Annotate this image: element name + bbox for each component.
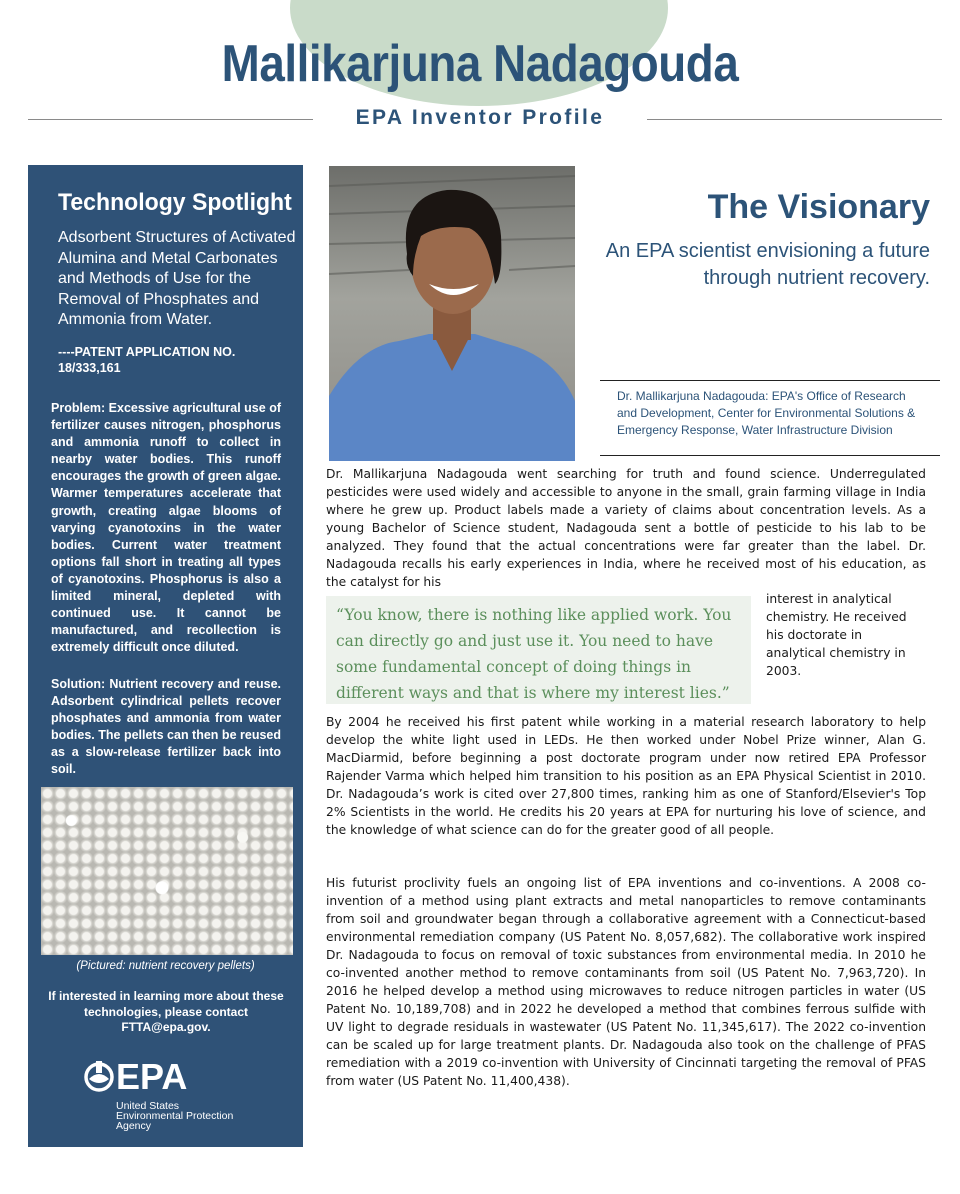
technology-sidebar <box>28 165 303 1147</box>
article-paragraph-3: His futurist proclivity fuels an ongoing list of EPA inventions and co-inventions. A 2008 co-invention of a method using plant extracts and metal nanoparticles to remove contaminants from soil and groundwater began through a collaborative agreement with a Connecticut-based environmental remediation company (US Patent No. 8,057,682). The collaborative work inspired Dr. Nadagouda to focus on removal of toxic substances from environmental media. In 2010 he co-invented another method to remove contaminants from soil (US Patent No. 7,963,720). In 2016 he helped develop a method using microwaves to reduce nitrogen particles in water (US Patent No. 10,189,708) and in 2022 he developed a method that combines ferrous sulfide with UV light to degrade residuals in wastewater (US Patent No. 11,345,617). The 2022 co-invention can be scaled up for large treatment plants. Dr. Nadagouda also took on the challenge of PFAS remediation with a 2019 co-invention with University of Cincinnati targeting the removal of PFAS from water (US Patent No. 11,400,438). <box>326 876 926 1088</box>
feature-subtitle: An EPA scientist envisioning a future through nutrient recovery. <box>605 240 930 289</box>
feature-title: The Visionary <box>707 188 930 226</box>
pull-quote <box>326 596 751 704</box>
article-paragraph-2: By 2004 he received his first patent while working in a material research laboratory to help develop the white light used in LEDs. He then worked under Nobel Prize winner, Alan G. MacDiarmid, before beginning a post doctorate program under now retired EPA Professor Rajender Varma which helped him transition to his position as an EPA Physical Scientist in 2010. Dr. Nadagouda’s work is cited over 27,800 times, ranking him as one of Stanford/Elsevier's Top 2% Scientists in the world. He credits his 20 years at EPA for nurturing his love of science, and the knowledge of what science can do for the greater good of all people. <box>326 715 926 837</box>
problem-statement: Problem: Excessive agricultural use of fertilizer causes nitrogen, phosphorus and ammonia runoff to collect in nearby water bodies. This runoff encourages the growth of green algae. Warmer temperatures accelerate that growth, creating algae blooms of varying cyanotoxins in the water bodies. Current water treatment options fall short in treating all types of cyanotoxins. Phosphorus is also a limited mineral, depleted with continued use. It cannot be manufactured, and recollection is extremely difficult once diluted. <box>51 401 281 655</box>
pellets-photo <box>41 787 293 955</box>
agency-name <box>116 1101 296 1131</box>
agency-name-line2: Environmental Protection <box>116 1110 234 1122</box>
article-paragraph-1: Dr. Mallikarjuna Nadagouda went searching for truth and found science. Underregulated pesticides were used widely and accessible to anyone in the small, grain farming village in India where he grew up. Product labels made a variety of claims about concentration levels. As a young Bachelor of Science student, Nadagouda sent a bottle of pesticide to his lab to be analyzed. They found that the actual concentrations were far greater than the label. Dr. Nadagouda recalls his early experiences in India, where he received most of his education, as the catalyst for his <box>326 467 926 589</box>
affiliation-caption: Dr. Mallikarjuna Nadagouda: EPA's Office of Research and Development, Center for Environmental Solutions & Emergency Response, Water Infrastructure Division <box>617 389 916 437</box>
photo-caption: (Pictured: nutrient recovery pellets) <box>76 960 255 972</box>
contact-info: If interested in learning more about these technologies, please contact FTTA@epa.gov. <box>48 989 284 1034</box>
affiliation-rule-bottom <box>600 455 940 456</box>
technology-description: Adsorbent Structures of Activated Alumina and Metal Carbonates and Methods of Use for the Removal of Phosphates and Ammonia from Water. <box>58 229 296 329</box>
pull-quote-text: “You know, there is nothing like applied work. You can directly go and just use it. You need to have some fundamental concept of doing things in different ways and that is where my interest lies.” <box>336 606 732 702</box>
patent-number: ----PATENT APPLICATION NO. 18/333,161 <box>58 345 236 375</box>
divider-right <box>647 119 942 120</box>
agency-name-line3: Agency <box>116 1120 152 1132</box>
page-title: Mallikarjuna Nadagouda <box>221 35 739 93</box>
epa-logo-mark: EPA <box>116 1056 188 1097</box>
sidebar-title: Technology Spotlight <box>58 189 292 216</box>
divider-left <box>28 119 313 120</box>
portrait-photo <box>329 166 575 461</box>
solution-statement: Solution: Nutrient recovery and reuse. Adsorbent cylindrical pellets recover phosphates and ammonia from water bodies. The pellets can then be reused as a slow-release fertilizer back into soil. <box>51 677 281 777</box>
page-subtitle: EPA Inventor Profile <box>355 106 605 129</box>
agency-name-line1: United States <box>116 1100 180 1112</box>
article-paragraph-1-continued: interest in analytical chemistry. He received his doctorate in analytical chemistry in 2003. <box>766 592 907 678</box>
affiliation-rule-top <box>600 380 940 381</box>
